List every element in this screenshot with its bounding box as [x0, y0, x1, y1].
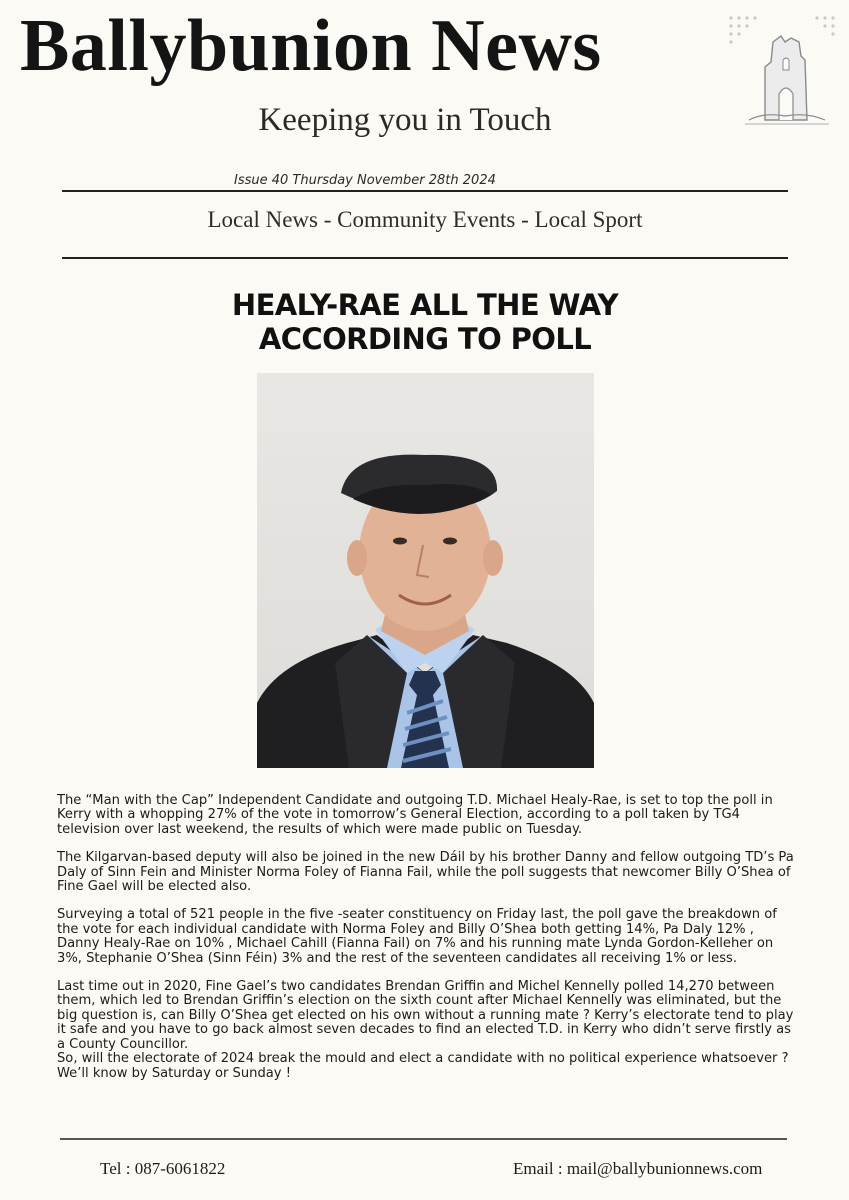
paragraph: The “Man with the Cap” Independent Candidate and outgoing T.D. Michael Healy-Rae, is set to top the poll in Kerry with a whopping 27% of the vote in tomorrow’s General Election, according to a poll taken by TG4 television over last weekend, the results of which were made public on Tuesday. [57, 793, 773, 837]
paragraph: So, will the electorate of 2024 break the mould and elect a candidate with no political experience whatsoever ? We’ll know by Saturday or Sunday ! [57, 1051, 789, 1081]
man-with-cap-photo [257, 373, 594, 768]
castle-ruin-icon [725, 12, 840, 132]
footer-rule [60, 1138, 787, 1140]
issue-line: Issue 40 Thursday November 28th 2024 [234, 173, 496, 188]
newspaper-title: Ballybunion News [20, 5, 602, 87]
paragraph: Last time out in 2020, Fine Gael’s two candidates Brendan Griffin and Michel Kennelly polled 14,270 between them, which led to Brendan Griffin’s election on the sixth count after Michael Kennelly was eliminated, but the big question is, can Billy O’Shea get elected on his own without a running mate ? Kerry’s electorate tend to play it safe and you have to go back almost seven decades to find an elected T.D. in Kerry who didn’t serve firstly as a County Councillor. [57, 979, 794, 1052]
footer-phone: Tel : 087-6061822 [100, 1159, 226, 1178]
footer-email: Email : mail@ballybunionnews.com [513, 1159, 763, 1178]
headline-line-2: ACCORDING TO POLL [258, 322, 592, 356]
article-body [57, 794, 797, 1081]
candidate-photo [257, 373, 594, 768]
headline-line-1: HEALY-RAE ALL THE WAY [231, 288, 619, 322]
paragraph: Surveying a total of 521 people in the five -seater constituency on Friday last, the poll gave the breakdown of the vote for each individual candidate with Norma Foley and Billy O’Shea both getting 14%, Pa Daly 12% , Danny Healy-Rae on 10% , Michael Cahill (Fianna Fail) on 7% and his running mate Lynda Gordon-Kelleher on 3%, Stephanie O’Shea (Sinn Féin) 3% and the rest of the seventeen candidates all receiving 1% or less. [57, 907, 777, 966]
header-rule-bottom [62, 257, 788, 259]
header-rule-top [62, 190, 788, 192]
section-links: Local News - Community Events - Local Sport [207, 207, 643, 232]
tagline: Keeping you in Touch [258, 102, 552, 138]
article-headline [120, 288, 730, 356]
paragraph: The Kilgarvan-based deputy will also be joined in the new Dáil by his brother Danny and fellow outgoing TD’s Pa Daly of Sinn Fein and Minister Norma Foley of Fianna Fail, while the poll suggests that newcomer Billy O’Shea of Fine Gael will be elected also. [57, 850, 794, 895]
